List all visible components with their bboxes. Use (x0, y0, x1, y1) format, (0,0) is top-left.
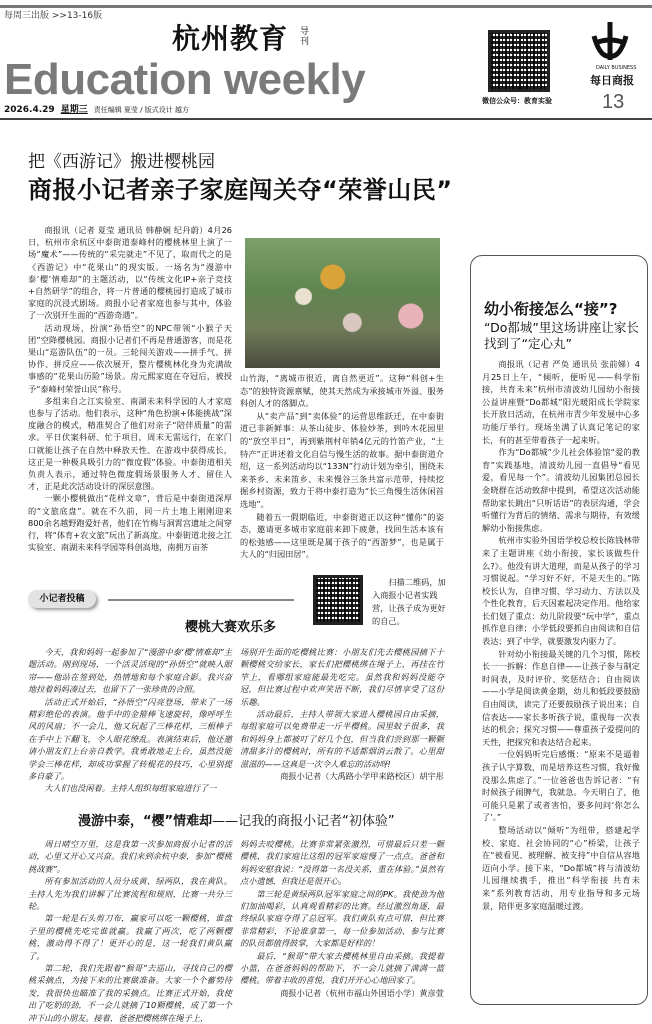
paragraph: 随着五一假期临近，中泰街道正以这种“懂你”的姿态，邀请更多城市家庭前来卸下疲惫，找回生活本该有的松弛感——这里既是属于孩子的“西游梦”，也是属于大人的“归园田居”。 (240, 511, 444, 560)
paragraph: 大人们也没闲着。主持人组织每组家庭进行了一 (44, 783, 217, 794)
paragraph: 杭州市实验外国语学校总校长陈钱林带来了主题讲座《幼小衔接，家长该做些什么?》。他没有讲大道理，而是从孩子的学习习惯说起。“学习好不好，不是天生的。”陈校长认为，自律习惯、学习动力、方法以及个性化教育，后天因素起决定作用。他给家长们划了重点：幼儿阶段要“玩中学”，重点抓作息自律；小学低段要抓自由阅读和自信表达；到了中学，就要激发内驱力了。 (482, 535, 640, 647)
story3-col2 (240, 838, 444, 999)
paragraph: 周日晴空万里，这是我第一次参加商报小记者的活动，心里又开心又兴奋。我们来到余杭中泰，参加“樱桃挑战赛”。 (28, 839, 232, 874)
logo-cn: 每日商报 (590, 74, 634, 87)
paragraph: 妈妈去咬樱桃。比赛非常紧张激烈，可惜最后只差一颗樱桃，我们家庭比这组的冠军家庭慢了一点点。爸爸和妈妈安慰我说：“没得第一名没关系，重在体验。”虽然有点小遗憾，但我还是很开心。 (240, 839, 444, 887)
join-qr-code (313, 575, 363, 625)
sidebar-subtitle: “Do都城”里这场讲座让家长找到了“定心丸” (484, 320, 639, 351)
weekday: 星期三 (60, 105, 88, 115)
paragraph: 商报讯（记者 夏莹 通讯员 韩静娴 纪丹蔚）4月26日，杭州市余杭区中泰街道泰峰村的樱桃林里上演了一场“魔术”——传统的“采完就走”不见了，取而代之的是《西游记》中“花果山”的现实版。一场名为“漫游中泰‘樱’情难却”的主题活动，以“传统文化IP+亲子竞技+自然研学”的组合，将一片普通的樱桃园打造成了城市家庭的沉浸式剧场。商报小记者家庭也参与其中，体验了一次别开生面的“西游奇遇”。 (28, 225, 232, 321)
main-story-col1 (28, 224, 232, 553)
paragraph: 今天，我和妈妈一起参加了“漫游中泰‘樱’情难却”主题活动。刚到现场，一个活灵活现的“孙悟空”就映入眼帘——他站在签到处，热情地和每个家庭合影。我兴奋地拉着妈妈凑过去，也留下了一张珍贵的合照。 (28, 647, 232, 695)
edition-note: 每周三出版 >>13-16版 (4, 11, 103, 21)
wechat-qr-code (488, 30, 550, 92)
top-rule (0, 5, 652, 8)
story2-col2 (240, 646, 444, 782)
main-headline: 商报小记者亲子家庭闯关夺“荣誉山民” (28, 176, 453, 204)
story3-title-main: 漫游中泰，“樱”情难却 (78, 814, 213, 829)
story2-title: 樱桃大赛欢乐多 (185, 620, 277, 635)
daily-business-logo-icon (590, 20, 630, 64)
date: 2026.4.29 (4, 105, 55, 115)
paragraph: 整场活动以“倾听”为纽带，搭建起学校、家庭、社会协同的“心”桥梁，让孩子在“被看见、被理解、被支持”中自信从容地迈向小学。接下来，“Do都城”将与清波幼儿园继续携手，推出“科学衔接 共育未来”系列教育活动，用专业指导和多元场景，陪伴更多家庭温暖过渡。 (482, 824, 640, 911)
logo-en: DAILY BUSINESS (596, 65, 637, 71)
paragraph: 山竹海，“离城市很近，离自然更近”。这种“科创+生态”的独特资源禀赋，使其天然成为承接城市外溢、服务科创人才的落脚点。 (240, 373, 444, 409)
paragraph: 活动正式开始后，“孙悟空”闪亮登场，带来了一场精彩绝伦的表演。他手中的金箍棒飞速旋转，像呼呼生风的风扇；不一会儿，他又玩起了三棒花样，三根棒子在手中上下翻飞，令人眼花缭乱。表演结束后，他还邀请小朋友们上台亲自教学。我勇敢地走上台，虽然没能学会三棒花样，却成功掌握了转棍花的技巧，心里别提多自豪了。 (28, 696, 232, 782)
main-story-col2 (240, 372, 444, 561)
byline: 商报小记者（大禹路小学甲来路校区）胡宇彤 (280, 771, 444, 782)
byline: 商报小记者（杭州市福山外国语小学）黄彦萱 (280, 987, 444, 998)
story3-col1 (28, 838, 232, 1024)
paragraph: 一颗小樱桃做出“花样文章”，背后是中泰街道深厚的“文旅底盘”。就在不久前，同一片土地上刚刚迎来800余名越野跑爱好者，他们在竹梅与洞霄宫遗址之间穿行，将“体育+农文旅”玩出了新高度。中泰街道北接之江实验室、南湖未来科学园等科创高地，南拥万亩茶 (28, 493, 232, 553)
paragraph: 第三轮是黄绿两队冠军家庭之间的PK。我使劲为他们加油喝彩，认真观看精彩的比赛。经过激烈角逐，最终绿队家庭夺得了总冠军。我们黄队有点可惜，但比赛非常精彩，不论谁拿第一，每一位参加活动、参与比赛的队员都值得鼓掌，大家都是好样的！ (240, 888, 444, 949)
paragraph: 多组来自之江实验室、南湖未来科学园的人才家庭也参与了活动。他们表示，这种“角色扮演+体能挑战”深度融合的模式，精准契合了他们对亲子“陪伴质量”的需求。平日伏案科研、忙于项目，周末无需远行，在家门口就能让孩子在自然中释放天性、在游戏中获得成长，这正是一种极具吸引力的“微度假”体验。中泰街道相关负责人表示，通过特色微度假场景服务人才、留住人才，正是此次活动设计的深层意图。 (28, 395, 232, 492)
sidebar-body (482, 358, 640, 912)
section-tag: 小记者投稿 (28, 590, 96, 608)
page-number: 13 (602, 91, 625, 113)
masthead-cn-title: 杭州教育 (172, 22, 289, 55)
editors: 责任编辑 夏莹 / 版式设计 越方 (93, 106, 189, 114)
paragraph: 活动最后，主持人带领大家进入樱桃园自由采摘，每组家庭可以免费带走一斤半樱桃。园里蚊子很多，我和妈妈身上都被叮了好几个包，但当我们尝到那一颗颗清甜多汁的樱桃时，所有的不适都烟消云散了。心里甜滋滋的——这真是一次令人难忘的活动呀! (240, 709, 444, 769)
paragraph: 活动现场，扮演“孙悟空”的NPC带领“小猴子天团”空降樱桃园。商报小记者们不再是普通游客，而是花果山“巡游队伍”的一员。三轮闯关游戏——拼手气、拼协作、拼反应——依次展开，整片樱桃林化身为充满故事感的“花果山历险”场景。房元熙家庭在夺冠后，被授予“泰峰村荣誉山民”称号。 (28, 322, 232, 394)
paragraph: 作为“Do都城”少儿社会体验馆“爱的教育”实践基地，清波幼儿园一直倡导“看见爱，看见每一个”。清波幼儿园集团总园长金晓群在活动致辞中提到，希望这次活动能帮助家长跳出“只听话语”的表层沟通，学会听懂行为背后的情绪、需求与期待，有效缓解幼小衔接焦虑。 (482, 447, 640, 533)
story3-title-sub: ——记我的商报小记者“初体验” (212, 814, 395, 829)
paragraph: 最后，“猴哥”带大家去樱桃林里自由采摘。我提着小篮，在爸爸妈妈的帮助下，不一会儿就摘了满满一篮樱桃。带着丰收的喜悦，我们开开心心地回家了。 (240, 950, 444, 986)
sidebar-title: 幼小衔接怎么“接”? (484, 300, 618, 318)
paragraph: 第一轮是石头剪刀布，赢家可以吃一颗樱桃，谁盘子里的樱桃先吃完谁就赢。我赢了两次，吃了两颗樱桃，激动得不得了！更开心的是，这一轮我们黄队赢了。 (28, 913, 232, 961)
masthead-daokan: 导刊 (300, 27, 310, 47)
paragraph: 一位妈妈听完后感慨：“原来不是逼着孩子认字算数，而是培养这些习惯，我好像没那么焦虑了。”一位爸爸也告诉记者：“有时候孩子闹脾气，我就急。今天明白了，他可能只是累了或者害怕，要多问问‘你怎么了’。” (482, 749, 640, 823)
header-rule (0, 118, 652, 120)
dateline (4, 105, 195, 116)
paragraph: 从“卖产品”到“卖体验”的运营思维跃迁，在中泰街道已非新鲜事：从茶山徒步、体验炒茶，到吟木花园里的“放空半日”，再到紫荆村年销4亿元的竹笛产业，“土特产”正讲述着文化自信与慢生活的故事。据中泰街道介绍，这一系列活动均以“133N”行动计划为牵引，围绕未来茶乡、未来笛乡、未来慢谷三条共富示范带，持续挖掘乡村资源，致力于将中泰打造为“长三角慢生活休闲首选地”。 (240, 410, 444, 509)
paragraph: 针对幼小衔接最关键的几个习惯，陈校长一一拆解：作息自律——让孩子参与制定时间表，及时评价、奖惩结合；自由阅读——小学是阅读黄金期，幼儿和低段要鼓励自由阅读，读完了还要鼓励孩子说出来；自信表达——家长多听孩子说，重视每一次表达的机会；探究习惯——尊重孩子爱提问的天性，把探究和表达结合起来。 (482, 648, 640, 747)
qr-caption: 微信公众号：教育实验 (482, 97, 552, 105)
paragraph: 第二轮，我们先跟着“猴哥”去巡山，寻找自己的樱桃采摘点，为接下来的比赛做准备。大家一个个蓄势待发，我很快也瞄准了我的采摘点。比赛正式开始，我使出了吃奶的劲，不一会儿就摘了10颗樱桃，成了第一个冲下山的小朋友。接着，爸爸把樱桃绑在绳子上， (28, 963, 232, 1023)
qr-promo-text: 扫描二维码，加入商报小记者实践营，让孩子成为更好的自己。 (372, 577, 446, 626)
story3-title (78, 814, 395, 830)
paragraph: 商报讯（记者 严奂 通讯员 张前娣）4月25日上午，“倾听，便听见——科学衔接，共育未来”杭州市清波幼儿园幼小衔接公益讲座暨“Do都城”阳光暖阳成长学院家长开放日活动，在杭州市青少年发展中心多功能厅举行。现场坐满了认真记笔记的家长，有的甚至带着孩子一起来听。 (482, 359, 640, 445)
story2-col1 (28, 646, 232, 795)
main-kicker: 把《西游记》搬进樱桃园 (28, 152, 215, 172)
paragraph: 所有参加活动的人员分成黄、绿两队，我在黄队。主持人先为我们讲解了比赛流程和规则，比赛一共分三轮。 (28, 876, 232, 912)
masthead-en-title: Education weekly (4, 55, 366, 104)
cherry-orchard-photo (245, 238, 440, 368)
paragraph: 场别开生面的吃樱桃比赛：小朋友们先去樱桃园摘下十颗樱桃交给家长，家长们把樱桃绑在绳子上，再挂在竹竿上，看哪组家庭能最先吃完。虽然我和妈妈没能夺冠，但比赛过程中欢声笑语不断，我们尽情享受了这份乐趣。 (240, 647, 444, 707)
section-rule (108, 599, 294, 601)
